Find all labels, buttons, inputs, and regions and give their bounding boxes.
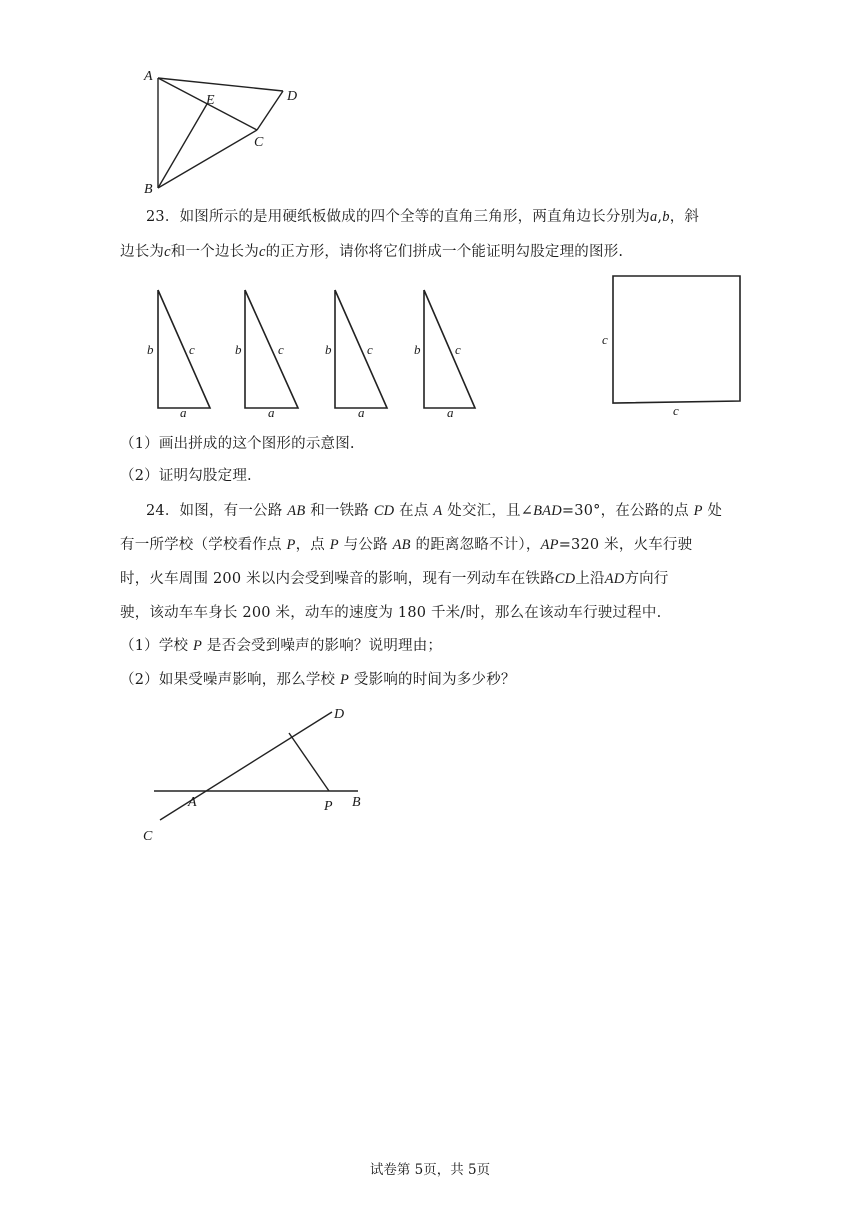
label-e: E <box>206 93 215 108</box>
label-c: C <box>254 135 264 150</box>
q24-sub-2: （2）如果受噪声影响，那么学校 P 受影响的时间为多少秒？ <box>120 672 516 688</box>
segment-ad <box>158 78 283 91</box>
triangle-1 <box>158 290 210 408</box>
q24-sub-1: （1）学校 P 是否会受到噪声的影响？说明理由； <box>120 638 443 654</box>
t3-label-c: c <box>367 342 373 357</box>
q24-line-1: 24．如图，有一公路 AB 和一铁路 CD 在点 A 处交汇，且∠BAD=30°，在公路的点 P 处 <box>146 503 723 519</box>
t4-label-c: c <box>455 342 461 357</box>
t4-label-b: b <box>414 342 421 357</box>
label-a: A <box>188 795 197 810</box>
label-b: B <box>352 795 361 810</box>
t4-label-a: a <box>447 405 454 420</box>
t3-label-b: b <box>325 342 332 357</box>
q23-sub-1: （1）画出拼成的这个图形的示意图. <box>120 436 355 452</box>
label-d: D <box>287 89 298 104</box>
t3-label-a: a <box>358 405 365 420</box>
square-label-bottom: c <box>673 403 679 418</box>
t1-label-b: b <box>147 342 154 357</box>
t1-label-c: c <box>189 342 195 357</box>
label-a: A <box>144 69 153 84</box>
question-number: 23． <box>146 209 180 225</box>
q24-line-4: 驶，该动车车身长 200 米，动车的速度为 180 千米/时，那么在该动车行驶过程中. <box>120 605 662 621</box>
t2-label-b: b <box>235 342 242 357</box>
square-label-left: c <box>602 332 608 347</box>
t2-label-c: c <box>278 342 284 357</box>
figure-road-railway <box>140 700 380 850</box>
label-b: B <box>144 182 153 197</box>
q23-line-2: 边长为c和一个边长为c的正方形，请你将它们拼成一个能证明勾股定理的图形. <box>120 244 624 260</box>
figure-quadrilateral-abcd <box>140 62 320 197</box>
triangle-2 <box>245 290 298 408</box>
figure-triangles-and-square <box>140 270 760 420</box>
segment-be <box>158 104 207 188</box>
square <box>613 276 740 403</box>
label-c: C <box>143 829 153 844</box>
railway-cd <box>160 712 332 820</box>
q23-line-1: 23．如图所示的是用硬纸板做成的四个全等的直角三角形，两直角边长分别为a,b，斜 <box>146 209 700 225</box>
t1-label-a: a <box>180 405 187 420</box>
page-footer: 试卷第 5页，共 5页 <box>369 1162 491 1178</box>
triangle-4 <box>424 290 475 408</box>
label-d: D <box>334 707 345 722</box>
segment-dc <box>257 91 283 130</box>
q23-sub-2: （2）证明勾股定理. <box>120 468 252 484</box>
perpendicular-from-p <box>289 733 329 791</box>
label-p: P <box>324 799 333 814</box>
triangle-3 <box>335 290 387 408</box>
segment-cb <box>158 130 257 188</box>
t2-label-a: a <box>268 405 275 420</box>
q24-line-2: 有一所学校（学校看作点 P，点 P 与公路 AB 的距离忽略不计），AP=320 米，火车行驶 <box>120 537 693 553</box>
q24-line-3: 时，火车周围 200 米以内会受到噪音的影响，现有一列动车在铁路CD上沿AD方向行 <box>120 571 669 587</box>
